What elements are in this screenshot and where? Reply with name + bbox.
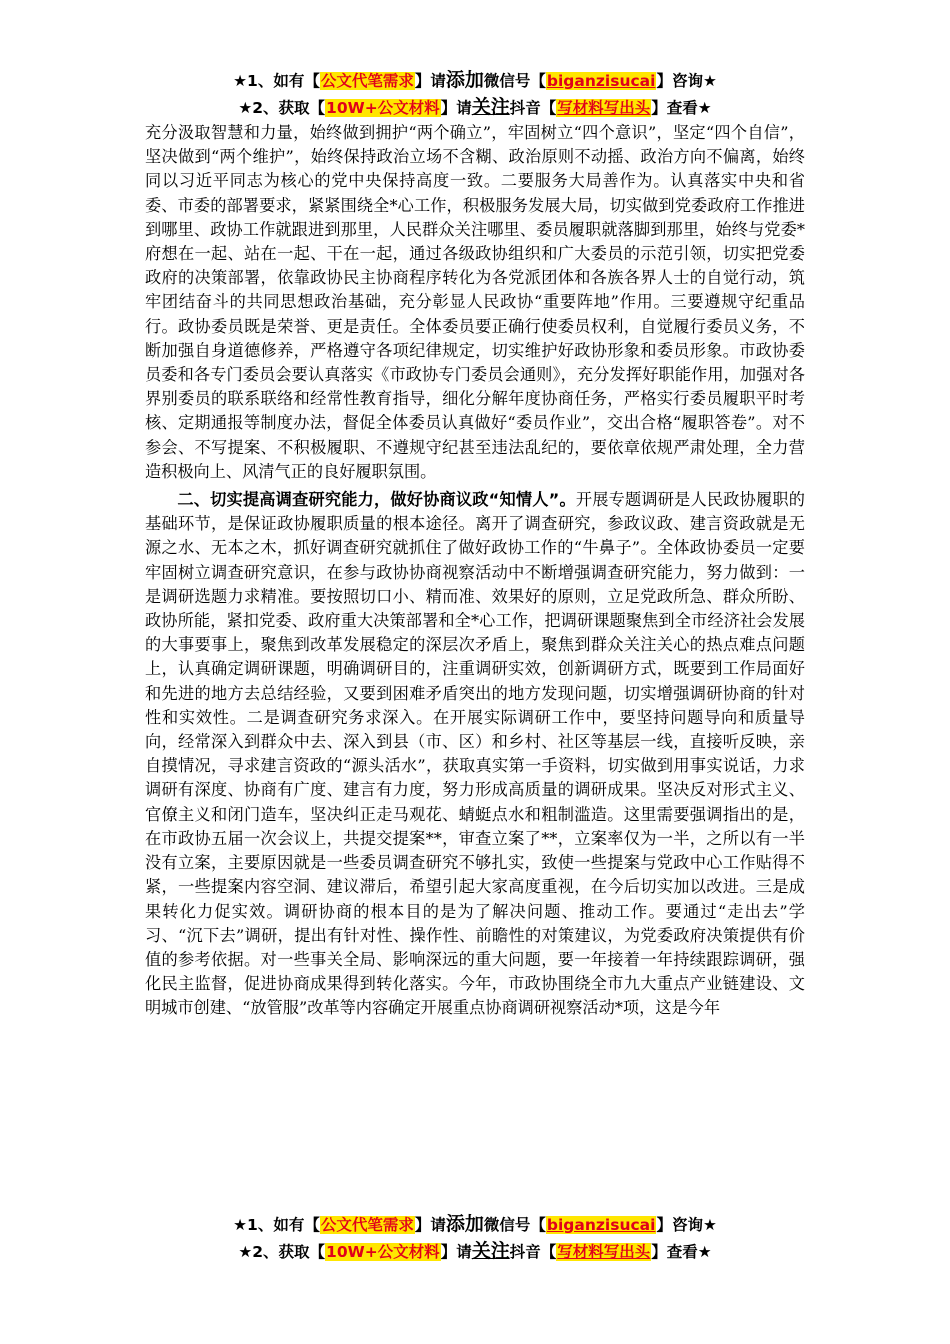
promo-emphasis: 关注 <box>471 1240 510 1262</box>
body-paragraph-2 <box>145 488 805 1020</box>
document-body <box>145 121 805 1021</box>
promo-text: ★2、获取【 <box>238 1243 326 1261</box>
promo-line-1 <box>0 67 950 94</box>
promo-text: 】请 <box>414 72 446 90</box>
promo-text: 抖音【 <box>509 1243 557 1261</box>
promo-text: 】咨询★ <box>656 72 717 90</box>
promo-text: 】查看★ <box>651 1243 712 1261</box>
promo-text: 】咨询★ <box>656 1216 717 1234</box>
promo-highlight: 公文代笔需求 <box>320 72 414 90</box>
promo-text: ★2、获取【 <box>238 99 326 117</box>
promo-text: 微信号【 <box>483 72 546 90</box>
promo-highlight: 10W+公文材料 <box>326 99 440 117</box>
top-promo-banner <box>0 67 950 121</box>
wechat-id-highlight: biganzisucai <box>546 1216 656 1234</box>
promo-text: 】请 <box>414 1216 446 1234</box>
promo-text: 】查看★ <box>651 99 712 117</box>
promo-text: ★1、如有【 <box>233 1216 320 1234</box>
promo-emphasis: 添加 <box>445 69 484 91</box>
body-paragraph-1: 充分汲取智慧和力量，始终做到拥护“两个确立”，牢固树立“四个意识”，坚定“四个自信”，坚决做到“两个维护”，始终保持政治立场不含糊、政治原则不动摇、政治方向不偏离，始终同以习近平同志为核心的党中央保持高度一致。二要服务大局善作为。认真落实中央和省委、市委的部署要求，紧紧围绕全*心工作，积极服务发展大局，切实做到党委政府工作推进到哪里、政协工作就跟进到那里，人民群众关注哪里、委员履职就落脚到那里，始终与党委*府想在一起、站在一起、干在一起，通过各级政协组织和广大委员的示范引领，切实把党委政府的决策部署，依靠政协民主协商程序转化为各党派团体和各族各界人士的自觉行动，筑牢团结奋斗的共同思想政治基础，充分彰显人民政协“重要阵地”作用。三要遵规守纪重品行。政协委员既是荣誉、更是责任。全体委员要正确行使委员权利，自觉履行委员义务，不断加强自身道德修养，严格遵守各项纪律规定，切实维护好政协形象和委员形象。市政协委员委和各专门委员会要认真落实《市政协专门委员会通则》，充分发挥好职能作用，加强对各界别委员的联系联络和经常性教育指导，细化分解年度协商任务，严格实行委员履职平时考核、定期通报等制度办法，督促全体委员认真做好“委员作业”，交出合格“履职答卷”。对不参会、不写提案、不积极履职、不遵规守纪甚至违法乱纪的，要依章依规严肃处理，全力营造积极向上、风清气正的良好履职氛围。 <box>145 123 805 481</box>
promo-emphasis: 添加 <box>445 1213 484 1235</box>
section-heading: 二、切实提高调查研究能力，做好协商议政“知情人”。 <box>177 490 576 510</box>
promo-text: 】请 <box>440 99 472 117</box>
promo-highlight: 公文代笔需求 <box>320 1216 414 1234</box>
promo-emphasis: 关注 <box>471 96 510 118</box>
bottom-promo-banner <box>0 1211 950 1265</box>
promo-line-2 <box>0 94 950 121</box>
promo-line-1 <box>0 1211 950 1238</box>
douyin-id-highlight: 写材料写出头 <box>557 1243 651 1261</box>
promo-highlight: 10W+公文材料 <box>326 1243 440 1261</box>
promo-line-2 <box>0 1238 950 1265</box>
promo-text: 】请 <box>440 1243 472 1261</box>
wechat-id-highlight: biganzisucai <box>546 72 656 90</box>
promo-text: 微信号【 <box>483 1216 546 1234</box>
douyin-id-highlight: 写材料写出头 <box>557 99 651 117</box>
section-text: 开展专题调研是人民政协履职的基础环节，是保证政协履职质量的根本途径。离开了调查研究，参政议政、建言资政就是无源之水、无本之木，抓好调查研究就抓住了做好政协工作的“牛鼻子”。全体政协委员一定要牢固树立调查研究意识，在参与政协协商视察活动中不断增强调查研究能力，努力做到：一是调研选题力求精准。要按照切口小、精而准、效果好的原则，立足党政所急、群众所盼、政协所能，紧扣党委、政府重大决策部署和全*心工作，把调研课题聚焦到全市经济社会发展的大事要事上，聚焦到改革发展稳定的深层次矛盾上，聚焦到群众关注关心的热点难点问题上，认真确定调研课题，明确调研目的，注重调研实效，创新调研方式，既要到工作局面好和先进的地方去总结经验，又要到困难矛盾突出的地方发现问题，切实增强调研协商的针对性和实效性。二是调查研究务求深入。在开展实际调研工作中，要坚持问题导向和质量导向，经常深入到群众中去、深入到县（市、区）和乡村、社区等基层一线，直接听反映，亲自摸情况，寻求建言资政的“源头活水”，获取真实第一手资料，切实做到用事实说话，力求调研有深度、协商有广度、建言有力度，努力形成高质量的调研成果。坚决反对形式主义、官僚主义和闭门造车，坚决纠正走马观花、蜻蜓点水和粗制滥造。这里需要强调指出的是，在市政协五届一次会议上，共提交提案**，审查立案了**，立案率仅为一半，之所以有一半没有立案，主要原因就是一些委员调查研究不够扎实，致使一些提案与党政中心工作贴得不紧，一些提案内容空洞、建议滞后，希望引起大家高度重视，在今后切实加以改进。三是成果转化力促实效。调研协商的根本目的是为了解决问题、推动工作。要通过“走出去”学习、“沉下去”调研，提出有针对性、操作性、前瞻性的对策建议，为党委政府决策提供有价值的参考依据。对一些事关全局、影响深远的重大问题，要一年接着一年持续跟踪调研，强化民主监督，促进协商成果得到转化落实。今年，市政协围绕全市九大重点产业链建设、文明城市创建、“放管服”改革等内容确定开展重点协商调研视察活动*项，这是今年 <box>145 490 805 1018</box>
promo-text: 抖音【 <box>509 99 557 117</box>
promo-text: ★1、如有【 <box>233 72 320 90</box>
